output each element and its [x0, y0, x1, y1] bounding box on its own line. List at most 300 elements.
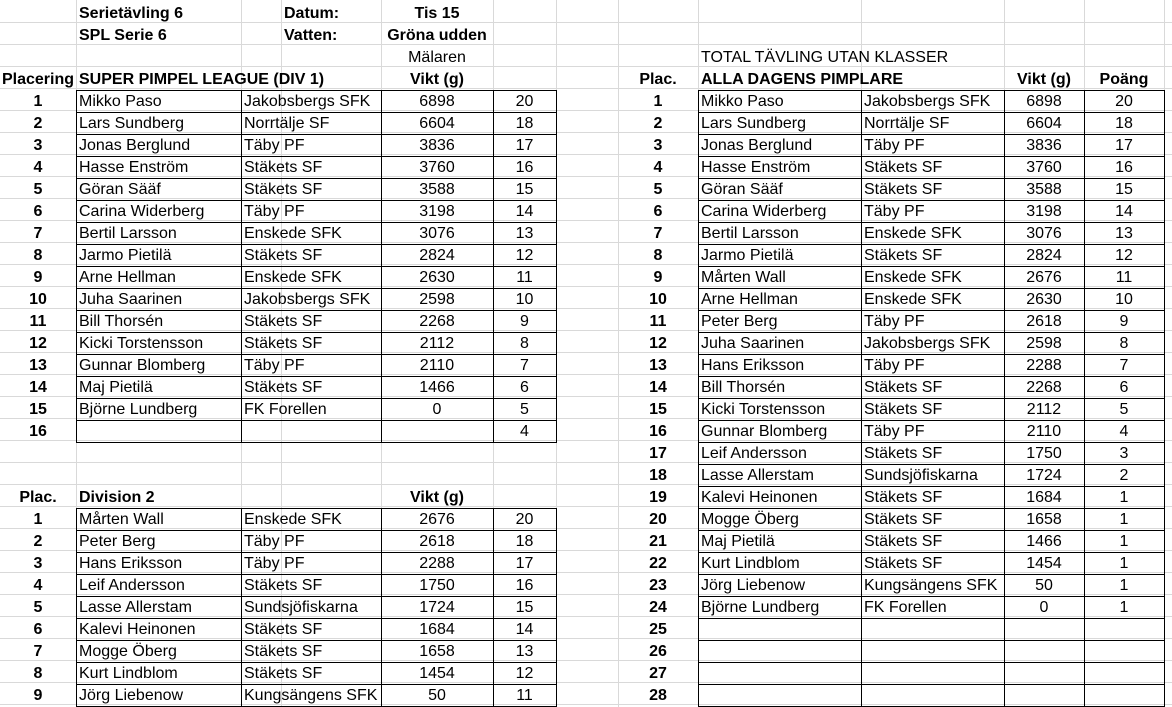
- div2-place: 7: [33, 643, 43, 660]
- spl-name: Maj Pietilä: [79, 379, 153, 396]
- div2-points: 13: [515, 643, 534, 660]
- total-weight: 2112: [1026, 401, 1062, 418]
- spl-club: Stäkets SF: [244, 181, 323, 198]
- table-border-h: [76, 266, 557, 267]
- total-points: 4: [1119, 423, 1129, 440]
- spl-points: 10: [515, 291, 534, 308]
- table-border-h: [698, 90, 1165, 91]
- spl-weight: 3760: [419, 159, 455, 176]
- table-border-h: [698, 420, 1165, 421]
- total-weight: 1454: [1026, 555, 1062, 572]
- spl-points: 16: [515, 159, 534, 176]
- spl-weight: 2268: [419, 313, 455, 330]
- total-place: 27: [649, 665, 667, 682]
- spl-points: 20: [515, 93, 534, 110]
- spl-club: Stäkets SF: [244, 159, 323, 176]
- total-name: Arne Hellman: [701, 291, 798, 308]
- spl-points: 5: [520, 401, 529, 418]
- total-name: Juha Saarinen: [701, 335, 805, 352]
- spl-club: Stäkets SF: [244, 313, 323, 330]
- spl-points: 13: [515, 225, 534, 242]
- total-place: 21: [649, 533, 667, 550]
- div2-place: 4: [33, 577, 43, 594]
- spl-name: Gunnar Blomberg: [79, 357, 206, 374]
- total-points: 10: [1115, 291, 1133, 308]
- total-club: Täby PF: [864, 313, 925, 330]
- total-title-alla: ALLA DAGENS PIMPLARE: [701, 71, 904, 88]
- div2-points: 20: [515, 511, 534, 528]
- total-weight: 3076: [1026, 225, 1062, 242]
- spl-place: 11: [29, 313, 47, 330]
- total-club: Stäkets SF: [864, 489, 943, 506]
- total-weight: 1466: [1026, 533, 1062, 550]
- total-name: Lasse Allerstam: [701, 467, 814, 484]
- total-place: 11: [649, 313, 667, 330]
- total-club: Stäkets SF: [864, 159, 943, 176]
- total-club: Täby PF: [864, 423, 925, 440]
- table-border-h: [698, 640, 1165, 641]
- table-border-h: [698, 618, 1165, 619]
- table-border-v: [556, 508, 557, 707]
- div2-col-place: Plac.: [19, 489, 57, 506]
- spl-name: Bertil Larsson: [79, 225, 177, 242]
- spl-weight: 3588: [419, 181, 455, 198]
- spl-points: 8: [520, 335, 529, 352]
- spl-club: Täby PF: [244, 203, 305, 220]
- total-points: 1: [1119, 599, 1129, 616]
- total-name: Bertil Larsson: [701, 225, 799, 242]
- total-club: [861, 685, 1004, 707]
- div2-club: Stäkets SF: [244, 577, 323, 594]
- total-name: Jonas Berglund: [701, 137, 813, 154]
- spl-club: Stäkets SF: [244, 335, 323, 352]
- spl-place: 2: [33, 115, 43, 132]
- total-weight: 2618: [1026, 313, 1062, 330]
- table-border-h: [76, 222, 557, 223]
- table-border-h: [698, 332, 1165, 333]
- total-name: Mårten Wall: [701, 269, 786, 286]
- spl-place: 16: [29, 423, 47, 440]
- table-border-h: [698, 530, 1165, 531]
- spl-club: Stäkets SF: [244, 379, 323, 396]
- table-border-h: [76, 552, 557, 553]
- spl-name: Jonas Berglund: [79, 137, 191, 154]
- spl-name: Bill Thorsén: [79, 313, 164, 330]
- total-points: 1: [1119, 555, 1129, 572]
- table-border-h: [698, 200, 1165, 201]
- total-name: Bill Thorsén: [701, 379, 786, 396]
- total-points: 3: [1119, 445, 1129, 462]
- spl-name: Mikko Paso: [79, 93, 162, 110]
- total-club: Norrtälje SF: [864, 115, 950, 132]
- div2-place: 5: [33, 599, 43, 616]
- total-title: TOTAL TÄVLING UTAN KLASSER: [701, 49, 949, 66]
- spl-points: 11: [516, 269, 533, 286]
- table-border-v: [241, 90, 242, 443]
- div2-name: Hans Eriksson: [79, 555, 183, 572]
- table-border-v: [1084, 90, 1085, 707]
- table-border-h: [76, 244, 557, 245]
- total-club: Stäkets SF: [864, 511, 943, 528]
- div2-weight: 1724: [419, 599, 455, 616]
- spl-name: Björne Lundberg: [79, 401, 198, 418]
- spl-club: Norrtälje SF: [244, 115, 330, 132]
- total-weight: 3836: [1026, 137, 1062, 154]
- spl-points: 6: [520, 379, 529, 396]
- div2-club: Sundsjöfiskarna: [244, 599, 358, 616]
- spl-points: 9: [520, 313, 529, 330]
- table-border-v: [381, 508, 382, 707]
- spl-place: 5: [33, 181, 43, 198]
- total-points: 14: [1115, 203, 1133, 220]
- total-name: Leif Andersson: [701, 445, 807, 462]
- table-border-h: [76, 332, 557, 333]
- table-border-h: [76, 156, 557, 157]
- total-place: 26: [649, 643, 667, 660]
- total-club: Stäkets SF: [864, 555, 943, 572]
- spl-club: Enskede SFK: [244, 225, 342, 242]
- div2-weight: 1684: [419, 621, 455, 638]
- table-border-v: [1164, 90, 1165, 707]
- total-points: 1: [1119, 489, 1129, 506]
- table-border-h: [76, 574, 557, 575]
- total-weight: [1004, 663, 1084, 685]
- spl-place: 15: [29, 401, 47, 418]
- spl-place: 8: [33, 247, 43, 264]
- div2-name: Mårten Wall: [79, 511, 164, 528]
- table-border-h: [76, 354, 557, 355]
- spl-club: Täby PF: [244, 357, 305, 374]
- total-points: 1: [1119, 511, 1129, 528]
- total-points: 8: [1119, 335, 1129, 352]
- total-weight: 2676: [1026, 269, 1062, 286]
- table-border-v: [1004, 90, 1005, 707]
- total-weight: 6898: [1026, 93, 1062, 110]
- spl-club: Jakobsbergs SFK: [244, 93, 371, 110]
- table-border-h: [76, 508, 557, 509]
- spl-weight: 2630: [419, 269, 455, 286]
- spl-col-weight: Vikt (g): [410, 71, 464, 88]
- total-place: 6: [653, 203, 663, 220]
- total-place: 5: [653, 181, 663, 198]
- spl-points: 14: [515, 203, 534, 220]
- div2-weight: 2618: [419, 533, 455, 550]
- total-points: 6: [1119, 379, 1129, 396]
- spl-place: 9: [33, 269, 43, 286]
- div2-col-weight: Vikt (g): [410, 489, 464, 506]
- total-points: 13: [1115, 225, 1133, 242]
- total-name: Lars Sundberg: [701, 115, 806, 132]
- spl-weight: 3198: [419, 203, 455, 220]
- table-border-v: [76, 508, 77, 707]
- table-border-v: [381, 90, 382, 443]
- total-name: Kalevi Heinonen: [701, 489, 818, 506]
- div2-points: 17: [515, 555, 534, 572]
- total-weight: 2268: [1026, 379, 1062, 396]
- div2-points: 15: [515, 599, 534, 616]
- total-points: 7: [1119, 357, 1129, 374]
- div2-club: Täby PF: [244, 555, 305, 572]
- table-border-h: [76, 178, 557, 179]
- spl-weight: 6898: [419, 93, 455, 110]
- total-weight: 3588: [1026, 181, 1062, 198]
- total-points: 1: [1119, 577, 1129, 594]
- total-name: Jörg Liebenow: [701, 577, 806, 594]
- total-club: Täby PF: [864, 357, 925, 374]
- total-points: 1: [1119, 533, 1129, 550]
- spl-name: Carina Widerberg: [79, 203, 205, 220]
- div2-place: 9: [33, 687, 43, 704]
- total-points: 15: [1115, 181, 1133, 198]
- spl-weight: 2110: [419, 357, 455, 374]
- table-border-h: [76, 112, 557, 113]
- total-club: FK Forellen: [864, 599, 947, 616]
- total-place: 18: [649, 467, 667, 484]
- table-border-h: [698, 222, 1165, 223]
- div2-title: Division 2: [79, 489, 155, 506]
- total-place: 15: [649, 401, 667, 418]
- table-border-h: [698, 574, 1165, 575]
- total-name: Björne Lundberg: [701, 599, 820, 616]
- total-name: Hasse Enström: [701, 159, 811, 176]
- spl-place: 4: [33, 159, 43, 176]
- table-border-v: [76, 90, 77, 443]
- table-border-h: [76, 398, 557, 399]
- spl-points: 17: [515, 137, 534, 154]
- total-club: Jakobsbergs SFK: [864, 93, 991, 110]
- div2-points: 14: [515, 621, 534, 638]
- water-label: Vatten:: [284, 27, 338, 44]
- total-points: 11: [1115, 269, 1133, 286]
- total-place: 4: [653, 159, 663, 176]
- spl-points: 18: [515, 115, 534, 132]
- total-points: [1084, 663, 1164, 685]
- total-weight: [1004, 641, 1084, 663]
- spl-col-place: Placering: [1, 71, 75, 88]
- table-border-h: [698, 684, 1165, 685]
- table-border-h: [76, 200, 557, 201]
- spl-points: 4: [520, 423, 529, 440]
- div2-weight: 2676: [419, 511, 455, 528]
- spl-place: 12: [29, 335, 47, 352]
- total-place: 2: [653, 115, 663, 132]
- total-weight: 1724: [1026, 467, 1062, 484]
- div2-name: Lasse Allerstam: [79, 599, 192, 616]
- table-border-h: [698, 310, 1165, 311]
- div2-place: 2: [33, 533, 43, 550]
- total-name: Gunnar Blomberg: [701, 423, 828, 440]
- table-border-h: [698, 552, 1165, 553]
- total-place: 16: [649, 423, 667, 440]
- total-points: 18: [1115, 115, 1133, 132]
- div2-weight: 1750: [419, 577, 455, 594]
- spl-club: FK Forellen: [244, 401, 327, 418]
- div2-points: 18: [515, 533, 534, 550]
- table-border-v: [493, 508, 494, 707]
- table-border-h: [698, 266, 1165, 267]
- div2-club: Täby PF: [244, 533, 305, 550]
- total-points: [1084, 641, 1164, 663]
- div2-club: Kungsängens SFK: [244, 687, 378, 704]
- total-weight: 3760: [1026, 159, 1062, 176]
- total-weight: 50: [1035, 577, 1053, 594]
- spl-place: 1: [33, 93, 43, 110]
- total-points: 9: [1119, 313, 1129, 330]
- spl-weight: 1466: [419, 379, 455, 396]
- total-weight: 1684: [1026, 489, 1062, 506]
- table-border-v: [493, 90, 494, 443]
- spl-points: 7: [520, 357, 529, 374]
- table-border-h: [698, 442, 1165, 443]
- total-club: [861, 663, 1004, 685]
- total-weight: 2598: [1026, 335, 1062, 352]
- spl-name: Juha Saarinen: [79, 291, 183, 308]
- table-border-h: [76, 640, 557, 641]
- table-border-h: [698, 156, 1165, 157]
- table-border-v: [861, 90, 862, 707]
- total-place: 23: [649, 577, 667, 594]
- total-weight: [1004, 619, 1084, 641]
- total-place: 24: [649, 599, 667, 616]
- table-border-h: [76, 618, 557, 619]
- total-place: 25: [649, 621, 667, 638]
- spl-place: 7: [33, 225, 43, 242]
- total-place: 9: [653, 269, 663, 286]
- spl-points: 15: [515, 181, 534, 198]
- table-border-h: [76, 90, 557, 91]
- total-weight: 2288: [1026, 357, 1062, 374]
- spl-club: Enskede SFK: [244, 269, 342, 286]
- spl-weight: [381, 421, 493, 443]
- total-club: Stäkets SF: [864, 379, 943, 396]
- total-club: Jakobsbergs SFK: [864, 335, 991, 352]
- total-weight: 3198: [1026, 203, 1062, 220]
- competition-label: Serietävling 6: [79, 5, 184, 22]
- div2-name: Kalevi Heinonen: [79, 621, 196, 638]
- spl-club: Jakobsbergs SFK: [244, 291, 371, 308]
- div2-club: Stäkets SF: [244, 665, 323, 682]
- table-border-h: [76, 134, 557, 135]
- spl-place: 13: [29, 357, 47, 374]
- spl-weight: 2112: [419, 335, 455, 352]
- total-points: 17: [1115, 137, 1133, 154]
- div2-name: Kurt Lindblom: [79, 665, 178, 682]
- total-club: Kungsängens SFK: [864, 577, 998, 594]
- total-name: Carina Widerberg: [701, 203, 827, 220]
- total-club: Enskede SFK: [864, 225, 962, 242]
- total-points: 20: [1115, 93, 1133, 110]
- total-weight: 1750: [1026, 445, 1062, 462]
- table-border-h: [698, 464, 1165, 465]
- total-place: 3: [653, 137, 663, 154]
- div2-club: Stäkets SF: [244, 621, 323, 638]
- div2-name: Leif Andersson: [79, 577, 185, 594]
- total-club: Täby PF: [864, 203, 925, 220]
- div2-name: Mogge Öberg: [79, 643, 177, 660]
- spl-name: Arne Hellman: [79, 269, 176, 286]
- table-border-v: [556, 90, 557, 443]
- total-name: Kurt Lindblom: [701, 555, 800, 572]
- total-points: [1084, 685, 1164, 707]
- series-label: SPL Serie 6: [79, 27, 167, 44]
- total-name: [698, 619, 861, 641]
- div2-club: Stäkets SF: [244, 643, 323, 660]
- table-border-h: [76, 530, 557, 531]
- table-border-h: [76, 684, 557, 685]
- total-place: 8: [653, 247, 663, 264]
- table-border-h: [698, 178, 1165, 179]
- table-border-h: [76, 596, 557, 597]
- table-border-h: [698, 376, 1165, 377]
- table-border-h: [698, 486, 1165, 487]
- total-name: [698, 685, 861, 707]
- water-value-lake: Mälaren: [408, 49, 466, 66]
- spl-place: 14: [29, 379, 47, 396]
- spl-weight: 2824: [419, 247, 455, 264]
- total-club: [861, 641, 1004, 663]
- div2-weight: 1658: [419, 643, 455, 660]
- total-club: [861, 619, 1004, 641]
- spl-weight: 2598: [419, 291, 455, 308]
- spl-title: SUPER PIMPEL LEAGUE (DIV 1): [79, 71, 325, 88]
- total-club: Sundsjöfiskarna: [864, 467, 978, 484]
- table-border-h: [698, 398, 1165, 399]
- total-name: Peter Berg: [701, 313, 778, 330]
- total-place: 1: [653, 93, 663, 110]
- total-name: Hans Eriksson: [701, 357, 805, 374]
- total-name: Mikko Paso: [701, 93, 784, 110]
- total-place: 28: [649, 687, 667, 704]
- table-border-h: [76, 288, 557, 289]
- div2-weight: 50: [428, 687, 446, 704]
- total-name: Mogge Öberg: [701, 511, 799, 528]
- table-border-h: [76, 376, 557, 377]
- water-value: Gröna udden: [387, 27, 487, 44]
- spl-weight: 0: [432, 401, 442, 418]
- table-border-h: [698, 244, 1165, 245]
- total-name: Jarmo Pietilä: [701, 247, 794, 264]
- total-place: 14: [649, 379, 667, 396]
- total-club: Enskede SFK: [864, 269, 962, 286]
- spl-place: 6: [33, 203, 43, 220]
- spl-club: Täby PF: [244, 137, 305, 154]
- table-border-h: [698, 134, 1165, 135]
- total-place: 19: [649, 489, 667, 506]
- spl-name: Hasse Enström: [79, 159, 189, 176]
- total-club: Stäkets SF: [864, 533, 943, 550]
- table-border-h: [698, 508, 1165, 509]
- total-name: Göran Sääf: [701, 181, 783, 198]
- total-place: 20: [649, 511, 667, 528]
- div2-place: 1: [33, 511, 43, 528]
- div2-weight: 2288: [419, 555, 455, 572]
- table-border-h: [698, 596, 1165, 597]
- table-border-v: [698, 90, 699, 707]
- total-club: Stäkets SF: [864, 181, 943, 198]
- total-weight: 1658: [1026, 511, 1062, 528]
- total-points: 5: [1119, 401, 1129, 418]
- spl-name: [76, 421, 241, 443]
- div2-points: 11: [516, 687, 533, 704]
- spl-name: Göran Sääf: [79, 181, 161, 198]
- total-points: 2: [1119, 467, 1129, 484]
- total-club: Stäkets SF: [864, 401, 943, 418]
- div2-points: 16: [515, 577, 534, 594]
- total-club: Enskede SFK: [864, 291, 962, 308]
- table-border-h: [76, 310, 557, 311]
- total-name: Maj Pietilä: [701, 533, 775, 550]
- date-value: Tis 15: [414, 5, 460, 22]
